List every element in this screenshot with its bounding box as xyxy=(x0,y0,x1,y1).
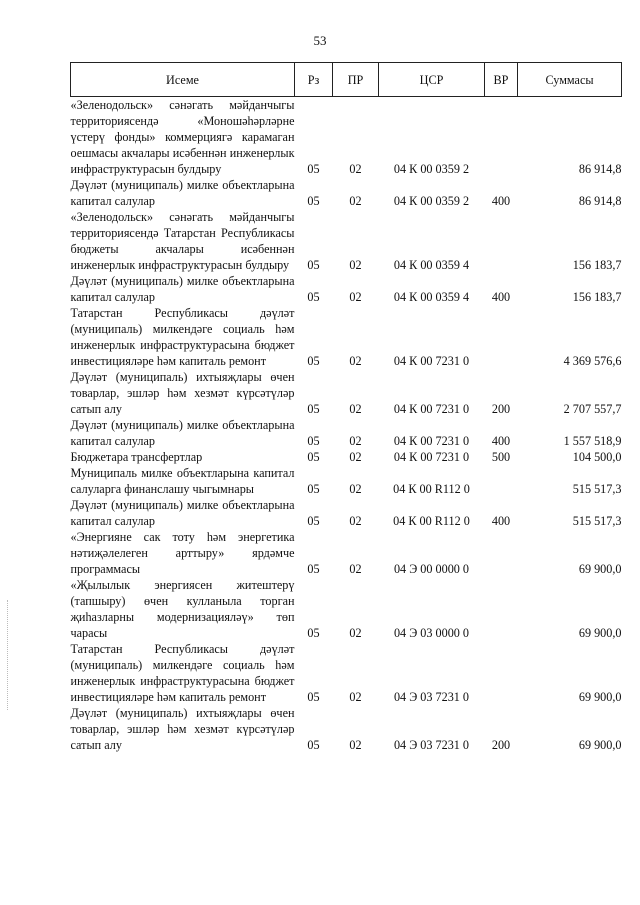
row-sum: 156 183,7 xyxy=(572,258,622,272)
row-name: «Зеленодольск» сәнәгать мәйданчыгы территориясендә Татарстан Республикасы бюджеты акчалары исәбеннән инженерлык инфраструктурасын булдыру xyxy=(70,210,295,272)
row-pr: 02 xyxy=(349,402,362,416)
row-name: Татарстан Республикасы дәүләт (муниципаль) милкендәге социаль һәм инженерлык инфраструктурасына бюджет инвестицияләре һәм капиталь ремонт xyxy=(70,642,295,704)
row-vr xyxy=(485,97,518,178)
row-vr: 400 xyxy=(491,514,511,528)
row-name: Бюджетара трансфертлар xyxy=(70,450,203,464)
row-csr: 04 К 00 R112 0 xyxy=(393,514,470,528)
table-row xyxy=(71,177,622,209)
row-name: Татарстан Республикасы дәүләт (муниципаль) милкендәге социаль һәм инженерлык инфраструктурасына бюджет инвестицияләре һәм капиталь ремонт xyxy=(70,306,295,368)
row-rz: 05 xyxy=(307,194,320,208)
row-pr: 02 xyxy=(349,514,362,528)
row-csr: 04 К 00 0359 4 xyxy=(393,290,470,304)
row-vr xyxy=(485,209,518,273)
page-number: 53 xyxy=(313,33,327,48)
row-sum: 104 500,0 xyxy=(572,450,622,464)
row-sum: 4 369 576,6 xyxy=(563,354,622,368)
row-name: Муниципаль милке объектларына капитал салуларга финанслашу чыгымнары xyxy=(70,466,295,496)
row-csr: 04 Э 03 7231 0 xyxy=(393,690,470,704)
row-csr: 04 Э 00 0000 0 xyxy=(393,562,470,576)
table-row xyxy=(71,449,622,465)
row-vr: 500 xyxy=(491,450,511,464)
row-sum: 86 914,8 xyxy=(578,162,622,176)
table-header xyxy=(71,63,622,97)
row-vr xyxy=(485,305,518,369)
row-csr: 04 К 00 7231 0 xyxy=(393,354,470,368)
row-name: Дәүләт (муниципаль) милке объектларына капитал салулар xyxy=(70,498,295,528)
row-pr: 02 xyxy=(349,290,362,304)
table-row xyxy=(71,97,622,178)
header-csr: ЦСР xyxy=(379,63,485,97)
row-rz: 05 xyxy=(307,450,320,464)
row-rz: 05 xyxy=(307,354,320,368)
row-pr: 02 xyxy=(349,258,362,272)
row-sum: 69 900,0 xyxy=(578,690,622,704)
row-name: «Җылылык энергиясен житештерү (тапшыру) өчен кулланыла торган җиһазларны модернизацияләү» төп чарасы xyxy=(70,578,295,640)
row-sum: 86 914,8 xyxy=(578,194,622,208)
table-body xyxy=(71,97,622,754)
row-name: Дәүләт (муниципаль) милке объектларына капитал салулар xyxy=(70,274,295,304)
table-row xyxy=(71,529,622,577)
row-pr: 02 xyxy=(349,738,362,752)
row-rz: 05 xyxy=(307,434,320,448)
row-rz: 05 xyxy=(307,690,320,704)
header-rz: Рз xyxy=(295,63,333,97)
table-row xyxy=(71,577,622,641)
header-name: Исеме xyxy=(71,63,295,97)
budget-table xyxy=(70,62,622,753)
row-vr xyxy=(485,641,518,705)
row-sum: 156 183,7 xyxy=(572,290,622,304)
table-row xyxy=(71,641,622,705)
row-rz: 05 xyxy=(307,626,320,640)
table-row xyxy=(71,273,622,305)
row-name: Дәүләт (муниципаль) ихтыяҗлары өчен товарлар, эшләр һәм хезмәт күрсәтүләр сатып алу xyxy=(70,706,295,752)
row-sum: 69 900,0 xyxy=(578,738,622,752)
row-pr: 02 xyxy=(349,354,362,368)
row-csr: 04 К 00 0359 4 xyxy=(393,258,470,272)
row-rz: 05 xyxy=(307,562,320,576)
table-row xyxy=(71,465,622,497)
row-vr xyxy=(485,577,518,641)
table-row xyxy=(71,209,622,273)
row-name: «Энергияне сак тоту һәм энергетика нәтиҗәлелеген арттыру» ярдәмче программасы xyxy=(70,530,295,576)
row-csr: 04 Э 03 0000 0 xyxy=(393,626,470,640)
row-vr: 200 xyxy=(491,738,511,752)
row-rz: 05 xyxy=(307,514,320,528)
row-vr: 400 xyxy=(491,194,511,208)
row-csr: 04 К 00 R112 0 xyxy=(393,482,470,496)
row-pr: 02 xyxy=(349,194,362,208)
row-rz: 05 xyxy=(307,738,320,752)
header-vr: ВР xyxy=(485,63,518,97)
row-vr: 400 xyxy=(491,434,511,448)
row-pr: 02 xyxy=(349,434,362,448)
scan-margin-mark xyxy=(7,600,9,710)
row-rz: 05 xyxy=(307,162,320,176)
row-sum: 515 517,3 xyxy=(572,514,622,528)
row-rz: 05 xyxy=(307,402,320,416)
row-vr: 200 xyxy=(491,402,511,416)
row-name: Дәүләт (муниципаль) милке объектларына капитал салулар xyxy=(70,418,295,448)
table-row xyxy=(71,497,622,529)
table-row xyxy=(71,369,622,417)
row-name: Дәүләт (муниципаль) милке объектларына капитал салулар xyxy=(70,178,295,208)
header-sum: Суммасы xyxy=(518,63,622,97)
row-csr: 04 К 00 7231 0 xyxy=(393,434,470,448)
row-name: Дәүләт (муниципаль) ихтыяҗлары өчен товарлар, эшләр һәм хезмәт күрсәтүләр сатып алу xyxy=(70,370,295,416)
row-csr: 04 К 00 0359 2 xyxy=(393,162,470,176)
table-row xyxy=(71,305,622,369)
row-sum: 1 557 518,9 xyxy=(563,434,622,448)
table-row xyxy=(71,705,622,753)
row-rz: 05 xyxy=(307,290,320,304)
row-rz: 05 xyxy=(307,482,320,496)
row-pr: 02 xyxy=(349,482,362,496)
row-sum: 69 900,0 xyxy=(578,562,622,576)
row-pr: 02 xyxy=(349,626,362,640)
row-csr: 04 Э 03 7231 0 xyxy=(393,738,470,752)
row-pr: 02 xyxy=(349,162,362,176)
row-csr: 04 К 00 7231 0 xyxy=(393,450,470,464)
row-sum: 515 517,3 xyxy=(572,482,622,496)
row-vr xyxy=(485,465,518,497)
row-sum: 69 900,0 xyxy=(578,626,622,640)
row-csr: 04 К 00 0359 2 xyxy=(393,194,470,208)
row-pr: 02 xyxy=(349,450,362,464)
row-pr: 02 xyxy=(349,690,362,704)
table-row xyxy=(71,417,622,449)
row-vr: 400 xyxy=(491,290,511,304)
row-sum: 2 707 557,7 xyxy=(563,402,622,416)
row-pr: 02 xyxy=(349,562,362,576)
header-pr: ПР xyxy=(333,63,379,97)
row-vr xyxy=(485,529,518,577)
row-name: «Зеленодольск» сәнәгать мәйданчыгы территориясендә «Моношәһәрләрне үстерү фонды» коммерциягә карамаган оешмасы акчалары исәбеннән инженерлык инфраструктурасын булдыру xyxy=(70,98,295,176)
row-rz: 05 xyxy=(307,258,320,272)
row-csr: 04 К 00 7231 0 xyxy=(393,402,470,416)
